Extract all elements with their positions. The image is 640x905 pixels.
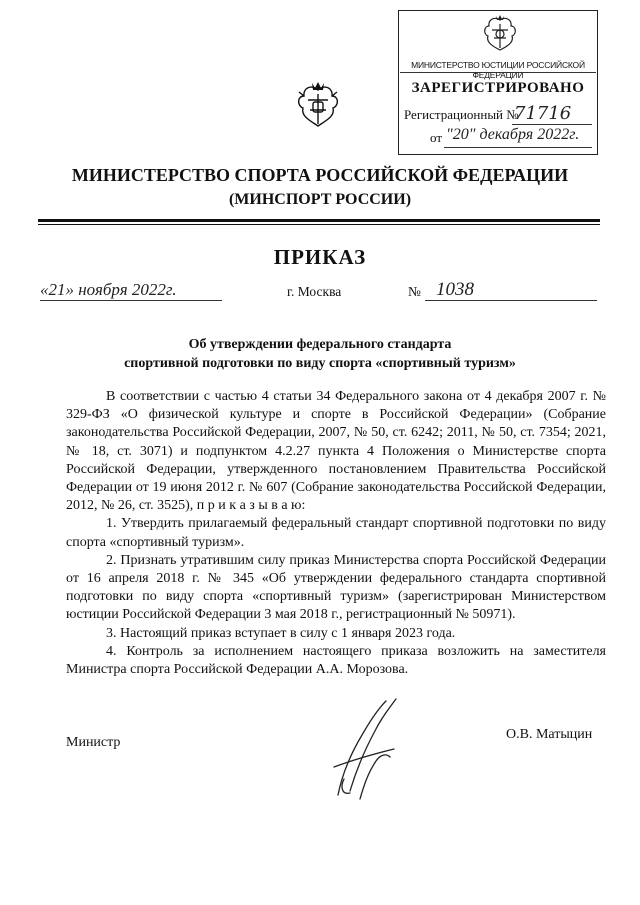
document-title-line-1: Об утверждении федерального стандарта: [188, 337, 452, 352]
document-title-line-2: спортивной подготовки по виду спорта «спортивный туризм»: [124, 356, 516, 371]
stamp-date-underline: [444, 147, 592, 148]
header-rule-thin: [38, 224, 600, 225]
eagle-emblem-icon: [295, 80, 341, 132]
header-rule-thick: [38, 219, 600, 222]
order-number: 1038: [436, 279, 474, 300]
stamp-eagle-emblem-icon: [480, 14, 520, 56]
order-date-underline: [40, 300, 222, 301]
order-date: «21» ноября 2022г.: [40, 280, 177, 299]
ministry-name: МИНИСТЕРСТВО СПОРТА РОССИЙСКОЙ ФЕДЕРАЦИИ: [71, 165, 569, 185]
order-body: [66, 388, 606, 679]
signatory-name: О.В. Матыцин: [506, 727, 593, 742]
clause-1: 1. Утвердить прилагаемый федеральный стандарт спортивной подготовки по виду спорта «спортивный туризм».: [66, 516, 606, 550]
clause-4: 4. Контроль за исполнением настоящего приказа возложить на заместителя Министра спорта Российской Федерации А.А. Морозова.: [66, 643, 606, 678]
preamble-paragraph: В соответствии с частью 4 статьи 34 Федерального закона от 4 декабря 2007 г. № 329-ФЗ «О физической культуре и спорте в Российской Федерации» (Собрание законодательства Российской Федерации, 2007, № 50, ст. 6242; 2011, № 50, ст. 7354; 2021, № 18, ст. 3071) и подпунктом 4.2.27 пункта 4 Положения о Министерстве спорта Российской Федерации, утвержденного постановлением Правительства Российской Федерации от 19 июня 2012 г. № 607 (Собрание законодательства Российской Федерации, 2012, № 26, ст. 3525), п р и к а з ы в а ю:: [66, 389, 606, 514]
stamp-reg-number: 71716: [514, 103, 572, 124]
order-city: г. Москва: [287, 284, 342, 299]
stamp-number-underline: [512, 124, 592, 125]
stamp-divider: [400, 72, 596, 73]
stamp-date-label: от: [430, 130, 443, 145]
order-title: ПРИКАЗ: [273, 245, 367, 269]
handwritten-signature-icon: [320, 695, 430, 805]
ministry-short-name: (МИНСПОРТ РОССИИ): [228, 191, 412, 208]
clause-2: 2. Признать утратившим силу приказ Министерства спорта Российской Федерации от 16 апреля 2018 г. № 345 «Об утверждении федерального стандарта спортивной подготовки по виду спорта «спортивный туризм» (зарегистрирован Министерством юстиции Российской Федерации 3 мая 2018 г., регистрационный № 50971).: [66, 552, 606, 623]
stamp-reg-number-label: Регистрационный №: [404, 107, 519, 122]
order-number-sign: №: [408, 284, 421, 299]
stamp-registered-label: ЗАРЕГИСТРИРОВАНО: [411, 80, 585, 96]
stamp-ministry-name: МИНИСТЕРСТВО ЮСТИЦИИ РОССИЙСКОЙ ФЕДЕРАЦИИ: [411, 60, 585, 80]
clause-3: 3. Настоящий приказ вступает в силу с 1 января 2023 года.: [106, 625, 456, 641]
signatory-title: Министр: [66, 735, 121, 750]
stamp-date: "20" декабря 2022г.: [446, 126, 580, 143]
order-number-underline: [425, 300, 597, 301]
